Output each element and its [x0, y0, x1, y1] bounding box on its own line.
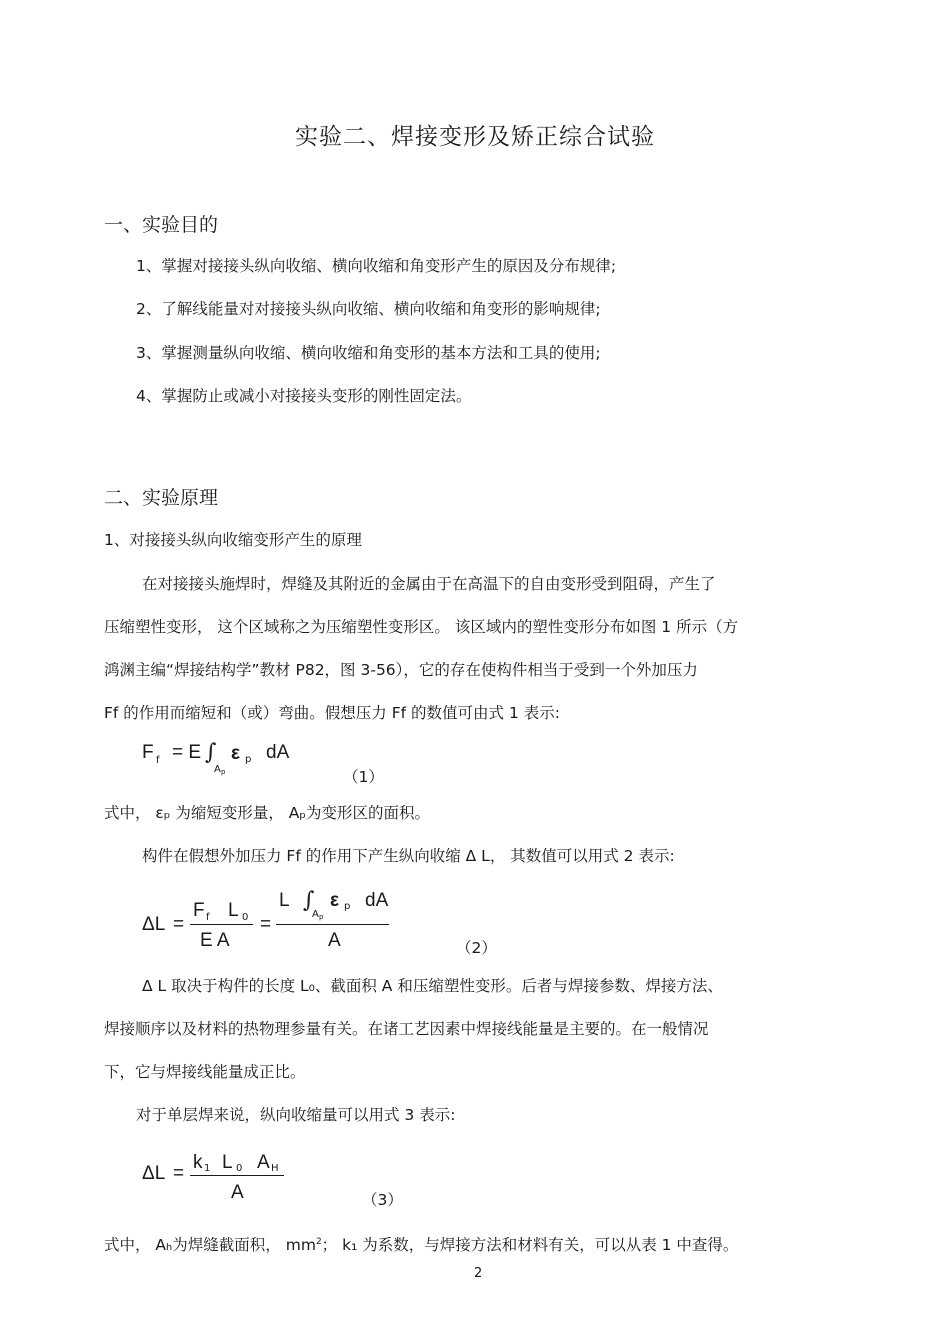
- paragraph-line: 压缩塑性变形， 这个区域称之为压缩塑性变形区。 该区域内的塑性变形分布如图 1 所示（方: [104, 618, 739, 636]
- eq1-epsilon-sub: p: [245, 754, 252, 765]
- page-number: 2: [474, 1266, 483, 1281]
- eq2-number: （2）: [456, 939, 497, 957]
- where3-part-b: ； k₁ 为系数，与焊接方法和材料有关，可以从表 1 中查得。: [321, 1236, 739, 1254]
- eq3-k-sub: 1: [204, 1163, 211, 1174]
- eq2-epsilon-sub: p: [344, 901, 351, 912]
- eq1-int-sub: A: [214, 764, 221, 775]
- objective-item-4: 4、掌握防止或减小对接接头变形的刚性固定法。: [136, 387, 472, 405]
- integral-icon: ∫: [205, 740, 217, 765]
- eq2-int-subsub: p: [319, 913, 324, 921]
- eq1-int-subsub: p: [221, 768, 226, 776]
- eq1-tail: dA: [266, 742, 290, 763]
- objective-item-3: 3、掌握测量纵向收缩、横向收缩和角变形的基本方法和工具的使用;: [136, 344, 601, 362]
- integral-icon: ∫: [303, 888, 315, 913]
- paragraph-line: 焊接顺序以及材料的热物理参量有关。在诸工艺因素中焊接线能量是主要的。在一般情况: [104, 1020, 709, 1038]
- objective-item-2: 2、了解线能量对对接接头纵向收缩、横向收缩和角变形的影响规律;: [136, 300, 601, 318]
- eq2-equals: =: [173, 914, 185, 935]
- eq3-den: A: [231, 1182, 244, 1203]
- paragraph-line: Δ L 取决于构件的长度 L₀、截面积 A 和压缩塑性变形。后者与焊接参数、焊接方法、: [142, 977, 723, 995]
- fraction-bar: [190, 1175, 284, 1176]
- objective-item-1: 1、掌握对接接头纵向收缩、横向收缩和角变形产生的原因及分布规律;: [136, 257, 617, 275]
- eq2-equals-2: =: [260, 914, 272, 935]
- eq3-equals: =: [173, 1163, 185, 1184]
- eq3-L: L: [222, 1152, 233, 1173]
- eq1-lhs: F: [142, 742, 154, 763]
- eq2-num2-tail: dA: [365, 890, 389, 911]
- eq1-number: （1）: [343, 768, 384, 786]
- fraction-bar: [190, 924, 253, 925]
- eq2-num2-L: L: [279, 890, 290, 911]
- fraction-bar: [276, 924, 389, 925]
- eq2-den2: A: [328, 930, 341, 951]
- section2-heading: 二、实验原理: [104, 487, 219, 509]
- paragraph-line: 对于单层焊来说，纵向收缩量可以用式 3 表示:: [136, 1106, 456, 1124]
- eq2-num1-mid-sub: 0: [242, 912, 249, 923]
- where-line-1: 式中， εₚ 为缩短变形量， Aₚ为变形区的面积。: [104, 804, 431, 822]
- eq2-int-sub: A: [312, 909, 319, 920]
- where3-part-a: 式中， Aₕ为焊缝截面积， mm: [104, 1236, 316, 1254]
- where-line-3: [104, 1233, 738, 1255]
- eq2-num1-sub: f: [206, 912, 210, 923]
- eq1-equals: = E: [172, 742, 202, 763]
- eq3-number: （3）: [362, 1191, 403, 1209]
- eq3-k: k: [193, 1152, 203, 1173]
- paragraph-line: 构件在假想外加压力 Ff 的作用下产生纵向收缩 Δ L， 其数值可以用式 2 表示:: [142, 847, 675, 865]
- paragraph-line: 在对接接头施焊时，焊缝及其附近的金属由于在高温下的自由变形受到阻碍，产生了: [142, 575, 716, 593]
- paragraph-line: 鸿渊主编“焊接结构学”教材 P82，图 3-56），它的存在使构件相当于受到一个外加压力: [104, 661, 698, 679]
- eq2-lhs: ΔL: [142, 914, 166, 935]
- eq2-den1: E A: [200, 930, 230, 951]
- eq3-L-sub: 0: [236, 1163, 243, 1174]
- eq2-num1: F: [193, 900, 205, 921]
- eq3-A-sub: H: [271, 1163, 279, 1174]
- eq1-epsilon: ε: [231, 743, 241, 764]
- superscript: 2: [315, 1236, 322, 1247]
- eq1-lhs-sub: f: [156, 755, 160, 766]
- eq2-epsilon: ε: [330, 890, 340, 911]
- paragraph-line: 下，它与焊接线能量成正比。: [104, 1063, 306, 1081]
- eq2-num1-mid: L: [228, 900, 239, 921]
- subsection-title: 1、对接接头纵向收缩变形产生的原理: [104, 531, 362, 549]
- section1-heading: 一、实验目的: [104, 214, 219, 236]
- paragraph-line: Ff 的作用而缩短和（或）弯曲。假想压力 Ff 的数值可由式 1 表示:: [104, 704, 560, 722]
- eq3-lhs: ΔL: [142, 1163, 166, 1184]
- page-title: 实验二、焊接变形及矫正综合试验: [295, 124, 655, 150]
- eq3-A: A: [257, 1152, 270, 1173]
